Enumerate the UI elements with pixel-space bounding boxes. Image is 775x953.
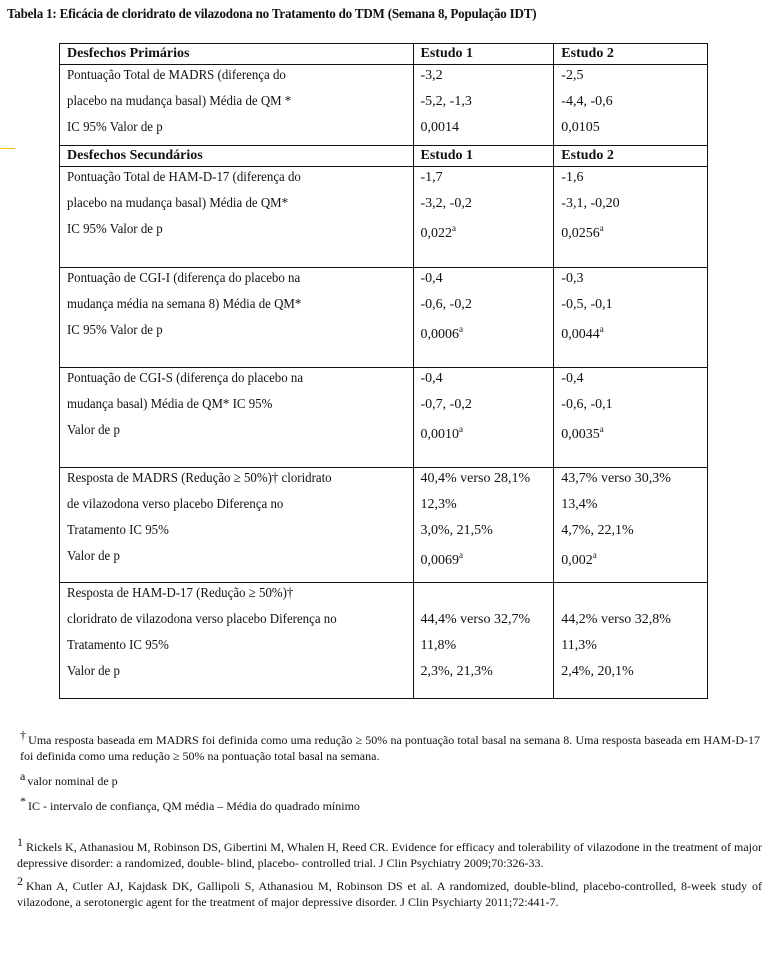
cell-text: 0,022 bbox=[420, 226, 453, 241]
reference bbox=[17, 834, 762, 871]
header-study-1: Estudo 1 bbox=[413, 146, 554, 167]
cell-line bbox=[421, 635, 554, 661]
cell-text: 13,4% bbox=[561, 497, 598, 512]
cell-text: mudança média na semana 8) Média de QM* bbox=[67, 297, 302, 312]
cell-line bbox=[421, 219, 554, 245]
footnote-text: valor nominal de p bbox=[27, 774, 118, 788]
cell-line bbox=[561, 368, 707, 394]
cell-text: IC 95% Valor de p bbox=[67, 222, 163, 237]
table-row bbox=[60, 268, 708, 368]
cell-text: -0,3 bbox=[561, 271, 584, 286]
cell-line bbox=[561, 468, 707, 494]
table-row bbox=[60, 583, 708, 699]
cell-text: 0,0044 bbox=[561, 327, 600, 342]
footnote bbox=[20, 793, 760, 814]
cell-line bbox=[67, 117, 413, 143]
cell-text: 4,7%, 22,1% bbox=[561, 523, 634, 538]
cell-text: placebo na mudança basal) Média de QM * bbox=[67, 94, 292, 109]
cell-text: Pontuação Total de MADRS (diferença do bbox=[67, 68, 286, 83]
cell-line bbox=[561, 546, 707, 572]
study-2-cell bbox=[554, 167, 708, 268]
cell-text: Resposta de MADRS (Redução ≥ 50%)† cloridrato bbox=[67, 471, 332, 486]
footnote-marker: a bbox=[459, 424, 464, 434]
cell-line bbox=[67, 91, 413, 117]
cell-line bbox=[421, 294, 554, 320]
study-1-cell bbox=[413, 268, 554, 368]
study-1-cell bbox=[413, 65, 554, 146]
cell-text: -1,6 bbox=[561, 170, 584, 185]
cell-line bbox=[561, 65, 707, 91]
cell-text: -0,4 bbox=[561, 371, 584, 386]
cell-line bbox=[421, 420, 554, 446]
footnote-text: IC - intervalo de confiança, QM média – Média do quadrado mínimo bbox=[28, 799, 360, 813]
outcome-label-cell bbox=[60, 583, 414, 699]
cell-text: -2,5 bbox=[561, 68, 584, 83]
cell-line bbox=[561, 117, 707, 143]
cell-text: de vilazodona verso placebo Diferença no bbox=[67, 497, 284, 512]
cell-line bbox=[67, 320, 413, 346]
cell-line bbox=[561, 609, 707, 635]
table-row bbox=[60, 65, 708, 146]
cell-line bbox=[67, 268, 413, 294]
cell-line bbox=[561, 394, 707, 420]
study-2-cell bbox=[554, 468, 708, 583]
cell-text: 11,8% bbox=[420, 638, 457, 653]
cell-text: 0,002 bbox=[561, 553, 593, 568]
cell-text: mudança basal) Média de QM* IC 95% bbox=[67, 397, 273, 412]
header-study-1: Estudo 1 bbox=[413, 44, 554, 65]
efficacy-table bbox=[59, 43, 708, 699]
cell-text: -5,2, -1,3 bbox=[420, 94, 472, 109]
cell-line bbox=[67, 494, 413, 520]
footnote bbox=[20, 768, 760, 789]
outcome-label-cell bbox=[60, 268, 414, 368]
cell-text: 0,0069 bbox=[420, 553, 460, 568]
cell-text: Resposta de HAM-D-17 (Redução ≥ 50%)† bbox=[67, 586, 294, 601]
footnote-marker: † bbox=[20, 728, 27, 742]
study-1-cell bbox=[413, 468, 554, 583]
cell-text: IC 95% Valor de p bbox=[67, 120, 163, 135]
cell-line bbox=[421, 91, 554, 117]
header-study-2: Estudo 2 bbox=[554, 146, 708, 167]
cell-line bbox=[421, 167, 554, 193]
study-2-cell bbox=[554, 368, 708, 468]
cell-line bbox=[67, 368, 413, 394]
cell-line bbox=[67, 468, 413, 494]
cell-text: -0,6, -0,2 bbox=[420, 297, 472, 312]
cell-line bbox=[561, 635, 707, 661]
cell-text: -0,5, -0,1 bbox=[561, 297, 613, 312]
margin-marker bbox=[0, 148, 15, 149]
cell-line bbox=[421, 117, 554, 143]
cell-text: Pontuação de CGI-I (diferença do placebo na bbox=[67, 271, 301, 286]
cell-line bbox=[561, 91, 707, 117]
cell-line bbox=[67, 583, 413, 609]
cell-line bbox=[421, 546, 554, 572]
cell-line bbox=[67, 520, 413, 546]
cell-text: -3,2 bbox=[420, 68, 443, 83]
cell-text: Valor de p bbox=[67, 549, 120, 564]
cell-text: cloridrato de vilazodona verso placebo Diferença no bbox=[67, 612, 337, 627]
cell-text: 0,0010 bbox=[420, 427, 460, 442]
cell-text: 3,0%, 21,5% bbox=[420, 523, 493, 538]
cell-text: 0,0006 bbox=[420, 327, 460, 342]
study-2-cell bbox=[554, 268, 708, 368]
footnote bbox=[20, 727, 760, 764]
cell-text: IC 95% Valor de p bbox=[67, 323, 163, 338]
cell-line bbox=[421, 65, 554, 91]
cell-text: 43,7% verso 30,3% bbox=[561, 471, 671, 486]
cell-text: 2,3%, 21,3% bbox=[420, 664, 493, 679]
footnote-marker: a bbox=[459, 550, 464, 560]
cell-text: -3,1, -0,20 bbox=[561, 196, 620, 211]
table-row bbox=[60, 167, 708, 268]
cell-text: 0,0014 bbox=[420, 120, 460, 135]
cell-line bbox=[561, 268, 707, 294]
cell-text: Pontuação Total de HAM-D-17 (diferença do bbox=[67, 170, 301, 185]
secondary-outcomes-header bbox=[60, 146, 708, 167]
cell-line bbox=[561, 420, 707, 446]
cell-line bbox=[67, 65, 413, 91]
cell-text: 40,4% verso 28,1% bbox=[420, 471, 531, 486]
cell-line bbox=[561, 219, 707, 245]
cell-line bbox=[561, 294, 707, 320]
cell-line bbox=[421, 394, 554, 420]
footnote-marker: a bbox=[599, 324, 604, 334]
study-1-cell bbox=[413, 368, 554, 468]
cell-line bbox=[421, 268, 554, 294]
footnote-marker: a bbox=[592, 550, 597, 560]
cell-text: Tratamento IC 95% bbox=[67, 638, 169, 653]
footnote-marker: a bbox=[599, 223, 604, 233]
table-row bbox=[60, 468, 708, 583]
cell-line bbox=[67, 546, 413, 572]
header-outcome: Desfechos Primários bbox=[60, 44, 414, 65]
cell-line bbox=[421, 583, 554, 609]
footnote-marker: * bbox=[20, 794, 26, 808]
cell-line bbox=[561, 583, 707, 609]
cell-line bbox=[421, 609, 554, 635]
cell-line bbox=[421, 193, 554, 219]
primary-outcomes-header bbox=[60, 44, 708, 65]
cell-line bbox=[67, 294, 413, 320]
cell-line bbox=[561, 661, 707, 687]
study-1-cell bbox=[413, 583, 554, 699]
cell-text: 44,2% verso 32,8% bbox=[561, 612, 671, 627]
cell-line bbox=[421, 320, 554, 346]
study-2-cell bbox=[554, 583, 708, 699]
cell-text: -0,7, -0,2 bbox=[420, 397, 472, 412]
cell-line bbox=[421, 661, 554, 687]
outcome-label-cell bbox=[60, 65, 414, 146]
outcome-label-cell bbox=[60, 167, 414, 268]
cell-line bbox=[67, 609, 413, 635]
cell-line bbox=[67, 167, 413, 193]
cell-line bbox=[421, 494, 554, 520]
cell-text: 0,0105 bbox=[561, 120, 600, 135]
cell-line bbox=[67, 420, 413, 446]
cell-text: 12,3% bbox=[420, 497, 457, 512]
cell-text: 44,4% verso 32,7% bbox=[420, 612, 531, 627]
table-row bbox=[60, 368, 708, 468]
cell-text: -0,6, -0,1 bbox=[561, 397, 613, 412]
header-study-2: Estudo 2 bbox=[554, 44, 708, 65]
footnote-marker: a bbox=[20, 769, 26, 783]
study-2-cell bbox=[554, 65, 708, 146]
footnote-marker: a bbox=[452, 223, 457, 233]
cell-line bbox=[67, 661, 413, 687]
outcome-label-cell bbox=[60, 368, 414, 468]
study-1-cell bbox=[413, 167, 554, 268]
cell-text: -1,7 bbox=[420, 170, 443, 185]
cell-line bbox=[421, 520, 554, 546]
footnote-marker: a bbox=[459, 324, 464, 334]
cell-text: -0,4 bbox=[420, 371, 443, 386]
cell-line bbox=[561, 320, 707, 346]
footnote-marker: a bbox=[599, 424, 604, 434]
references bbox=[17, 834, 762, 912]
table-title: Tabela 1: Eficácia de cloridrato de vilazodona no Tratamento do TDM (Semana 8, População IDT) bbox=[7, 7, 537, 22]
cell-line bbox=[67, 193, 413, 219]
reference-text: Khan A, Cutler AJ, Kajdask DK, Gallipoli S, Athanasiou M, Robinson DS et al. A randomized, double-blind, placebo-controlled, 8-week study of vilazodone, a serotonergic agent for the treatment of major depressive disorder. J Clin Psychiarty 2011;72:441-7. bbox=[17, 879, 762, 909]
cell-text: -0,4 bbox=[420, 271, 443, 286]
cell-text: 0,0035 bbox=[561, 427, 600, 442]
footnote-text: Uma resposta baseada em MADRS foi definida como uma redução ≥ 50% na pontuação total basal na semana 8. Uma resposta baseada em HAM-D-17 foi definida como uma redução ≥ 50% na pontuação total basal na semana. bbox=[20, 733, 760, 763]
cell-text: Valor de p bbox=[67, 664, 120, 679]
cell-text: -4,4, -0,6 bbox=[561, 94, 613, 109]
cell-line bbox=[67, 394, 413, 420]
reference-number: 2 bbox=[17, 874, 23, 888]
cell-line bbox=[67, 635, 413, 661]
cell-line bbox=[561, 193, 707, 219]
cell-text: 0,0256 bbox=[561, 226, 600, 241]
cell-line bbox=[561, 167, 707, 193]
outcome-label-cell bbox=[60, 468, 414, 583]
header-outcome: Desfechos Secundários bbox=[60, 146, 414, 167]
cell-line bbox=[561, 520, 707, 546]
cell-line bbox=[561, 494, 707, 520]
cell-text: -3,2, -0,2 bbox=[420, 196, 472, 211]
cell-text: Pontuação de CGI-S (diferença do placebo na bbox=[67, 371, 304, 386]
cell-line bbox=[421, 368, 554, 394]
reference-text: Rickels K, Athanasiou M, Robinson DS, Gibertini M, Whalen H, Reed CR. Evidence for efficacy and tolerability of vilazodone in the treatment of major depressive disorder: a randomized, double- blind, placebo- controlled trial. J Clin Psychiatry 2009;70:326-33. bbox=[17, 840, 762, 870]
cell-text: placebo na mudança basal) Média de QM* bbox=[67, 196, 289, 211]
cell-line bbox=[67, 219, 413, 245]
cell-text: 11,3% bbox=[561, 638, 597, 653]
reference-number: 1 bbox=[17, 835, 23, 849]
footnotes bbox=[20, 727, 760, 818]
cell-text: 2,4%, 20,1% bbox=[561, 664, 634, 679]
cell-text: Tratamento IC 95% bbox=[67, 523, 169, 538]
cell-line bbox=[421, 468, 554, 494]
cell-text: Valor de p bbox=[67, 423, 120, 438]
reference bbox=[17, 873, 762, 910]
